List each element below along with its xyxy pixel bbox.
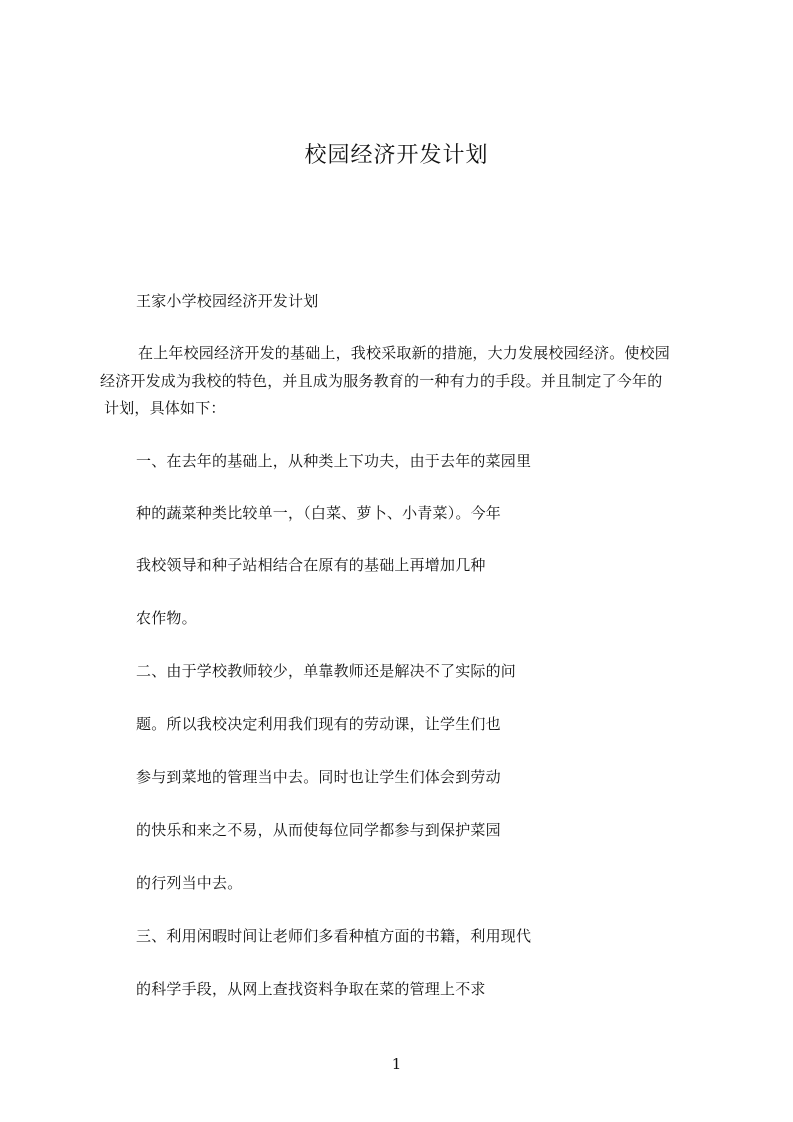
text-line: 一、在去年的基础上，从种类上下功夫，由于去年的菜园里 <box>136 452 532 470</box>
text-line: 种的蔬菜种类比较单一，（白菜、萝卜、小青菜）。今年 <box>136 504 502 522</box>
text-line: 的快乐和来之不易，从而使每位同学都参与到保护菜园 <box>136 821 501 839</box>
text-line-subtitle: 王家小学校园经济开发计划 <box>136 292 319 310</box>
text-line: 经济开发成为我校的特色，并且成为服务教育的一种有力的手段。并且制定了今年的 <box>100 372 663 390</box>
text-line: 计划，具体如下： <box>104 399 226 417</box>
text-line: 农作物。 <box>136 609 197 627</box>
text-line: 的科学手段，从网上查找资料争取在菜的管理上不求 <box>136 980 486 998</box>
text-line: 我校领导和种子站相结合在原有的基础上再增加几种 <box>136 556 486 574</box>
document-title: 校园经济开发计划 <box>304 143 489 168</box>
text-line: 参与到菜地的管理当中去。同时也让学生们体会到劳动 <box>136 768 501 786</box>
text-line: 在上年校园经济开发的基础上，我校采取新的措施，大力发展校园经济。使校园 <box>138 344 671 362</box>
text-line: 二、由于学校教师较少，单靠教师还是解决不了实际的问 <box>136 662 517 680</box>
text-line: 三、利用闲暇时间让老师们多看种植方面的书籍，利用现代 <box>136 927 532 945</box>
text-line: 的行列当中去。 <box>136 874 243 892</box>
text-line: 题。所以我校决定利用我们现有的劳动课，让学生们也 <box>136 715 501 733</box>
page-number: 1 <box>391 1055 402 1073</box>
